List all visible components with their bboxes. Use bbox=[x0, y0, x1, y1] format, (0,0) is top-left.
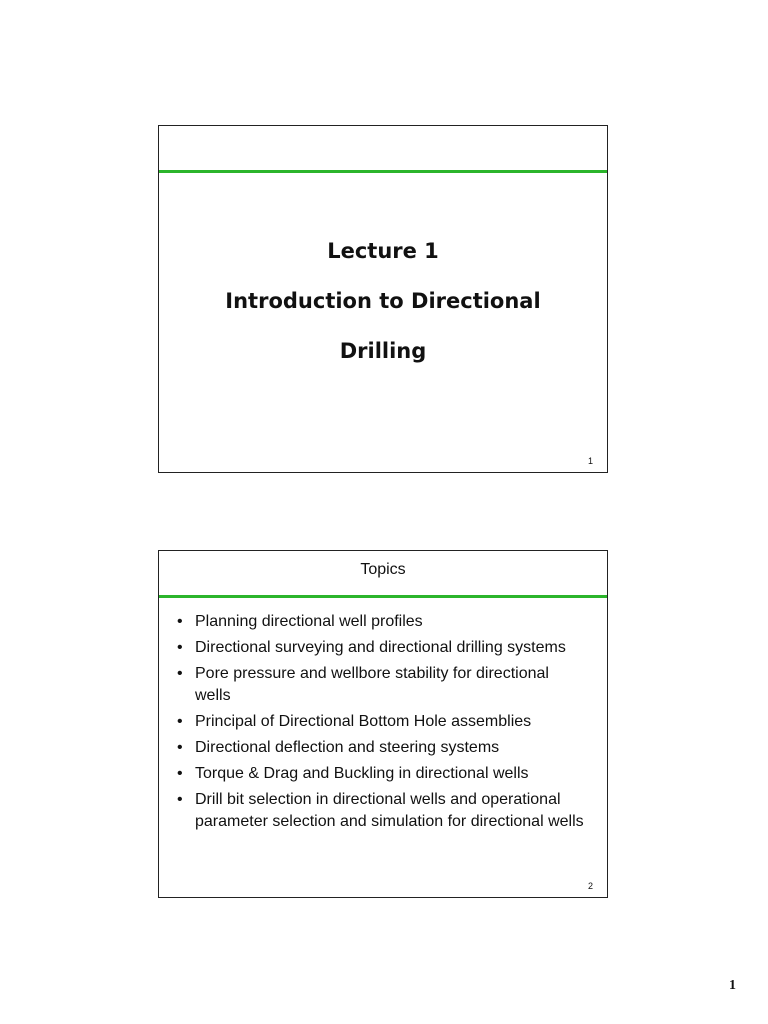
topic-item: • Directional deflection and steering systems bbox=[173, 737, 587, 759]
topic-item: • Principal of Directional Bottom Hole assemblies bbox=[173, 711, 587, 733]
slide-number: 1 bbox=[587, 456, 593, 466]
slide-header-rule bbox=[159, 595, 607, 598]
topic-item: • Directional surveying and directional drilling systems bbox=[173, 637, 587, 659]
topic-list bbox=[173, 611, 587, 837]
topic-item: • Pore pressure and wellbore stability for directional wells bbox=[173, 663, 587, 707]
slide-2 bbox=[158, 550, 608, 898]
lecture-subtitle-line-2: Drilling bbox=[339, 339, 427, 363]
slide-title: Topics bbox=[360, 561, 406, 578]
lecture-title: Lecture 1 bbox=[327, 239, 439, 263]
slide-header-rule bbox=[159, 170, 607, 173]
topic-item: • Drill bit selection in directional wells and operational parameter selection and simulation for directional wells bbox=[173, 789, 587, 833]
topic-item: • Planning directional well profiles bbox=[173, 611, 587, 633]
slide-title-block bbox=[159, 238, 607, 364]
topic-item: • Torque & Drag and Buckling in directional wells bbox=[173, 763, 587, 785]
slide-number: 2 bbox=[587, 881, 593, 891]
page-number: 1 bbox=[729, 978, 736, 993]
lecture-subtitle-line-1: Introduction to Directional bbox=[225, 289, 541, 313]
slide-1 bbox=[158, 125, 608, 473]
